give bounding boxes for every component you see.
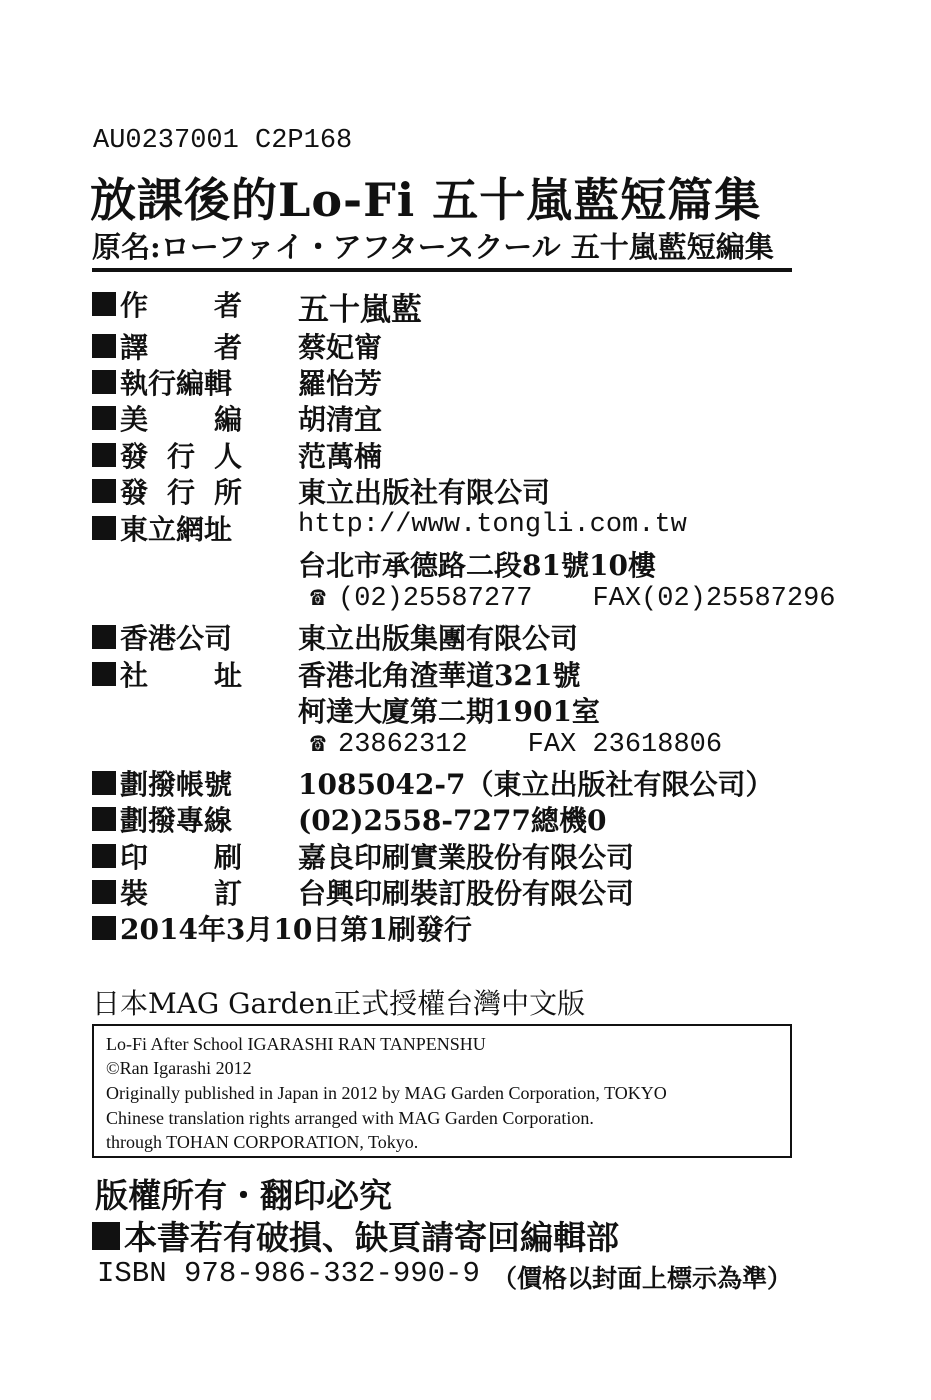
credit-label-translator: 譯 者	[92, 326, 242, 366]
credit-value-printing: 嘉良印刷實業股份有限公司	[298, 841, 635, 874]
credit-value-binding: 台興印刷裝訂股份有限公司	[298, 877, 635, 910]
credit-value-hk-company: 東立出版集團有限公司	[298, 622, 579, 655]
hk-address-line2: 柯達大廈第二期1901室	[298, 695, 600, 728]
credit-label-editor: 執行編輯	[92, 362, 242, 402]
credit-value-account: 1085042-7（東立出版社有限公司）	[298, 768, 774, 801]
credit-label-designer: 美 編	[92, 398, 242, 438]
license-statement: 日本MAG Garden正式授權台灣中文版	[92, 987, 586, 1020]
credit-label-website: 東立網址	[92, 508, 242, 548]
copyright-line: through TOHAN CORPORATION, Tokyo.	[106, 1132, 419, 1152]
book-title: 放課後的Lo-Fi 五十嵐藍短篇集	[90, 173, 762, 227]
credit-label-publisher: 發 行 人	[92, 435, 242, 475]
copyright-box	[92, 1024, 792, 1158]
isbn: ISBN 978-986-332-990-9	[97, 1257, 480, 1290]
bullet-icon	[92, 334, 116, 358]
bullet-icon	[92, 370, 116, 394]
copyright-line: Lo-Fi After School IGARASHI RAN TANPENSHU	[106, 1034, 486, 1054]
credit-value-hotline: (02)2558-7277總機0	[298, 804, 607, 837]
credit-label-binding: 裝 訂	[92, 872, 242, 912]
bullet-icon	[92, 771, 116, 795]
credit-label-author: 作 者	[92, 284, 242, 324]
bullet-icon	[92, 1222, 120, 1250]
bullet-icon	[92, 443, 116, 467]
release-date: 2014年3月10日第1刷發行	[92, 908, 472, 948]
credit-label-publishing-house: 發 行 所	[92, 471, 242, 511]
damage-notice: 本書若有破損、缺頁請寄回編輯部	[92, 1212, 619, 1259]
hk-contact: ☎ 23862312 FAX 23618806	[298, 728, 722, 760]
bullet-icon	[92, 625, 116, 649]
taipei-address: 台北市承德路二段81號10樓	[298, 549, 656, 582]
copyright-line: ©Ran Igarashi 2012	[106, 1058, 252, 1078]
bullet-icon	[92, 844, 116, 868]
bullet-icon	[92, 880, 116, 904]
credit-label-printing: 印 刷	[92, 836, 242, 876]
rights-reserved: 版權所有・翻印必究	[95, 1176, 392, 1215]
copyright-line: Originally published in Japan in 2012 by MAG Garden Corporation, TOKYO	[106, 1083, 667, 1103]
bullet-icon	[92, 916, 116, 940]
credit-value-designer: 胡清宜	[298, 403, 383, 436]
taipei-contact: ☎ (02)25587277 FAX(02)25587296	[298, 582, 835, 614]
credit-label-hotline: 劃撥專線	[92, 799, 242, 839]
telephone-icon: ☎	[310, 583, 326, 613]
price-note: （價格以封面上標示為準）	[492, 1264, 793, 1293]
divider	[92, 268, 792, 272]
copyright-line: Chinese translation rights arranged with MAG Garden Corporation.	[106, 1108, 594, 1128]
credit-value-publisher: 范萬楠	[298, 440, 383, 473]
credit-value-editor: 羅怡芳	[298, 367, 383, 400]
credit-label-hk-company: 香港公司	[92, 617, 242, 657]
bullet-icon	[92, 479, 116, 503]
telephone-icon: ☎	[310, 729, 326, 759]
bullet-icon	[92, 292, 116, 316]
credit-label-address: 社 址	[92, 654, 242, 694]
bullet-icon	[92, 406, 116, 430]
credit-label-account: 劃撥帳號	[92, 763, 242, 803]
bullet-icon	[92, 516, 116, 540]
credit-value-publishing-house: 東立出版社有限公司	[298, 476, 551, 509]
original-title: 原名:ローファイ・アフタースクール 五十嵐藍短編集	[92, 230, 774, 264]
website-link[interactable]: http://www.tongli.com.tw	[298, 510, 687, 540]
bullet-icon	[92, 807, 116, 831]
credit-value-translator: 蔡妃甯	[298, 331, 383, 364]
bullet-icon	[92, 662, 116, 686]
hk-address-line1: 香港北角渣華道321號	[298, 659, 581, 692]
credit-value-author: 五十嵐藍	[298, 292, 422, 328]
product-code: AU0237001 C2P168	[93, 126, 353, 156]
